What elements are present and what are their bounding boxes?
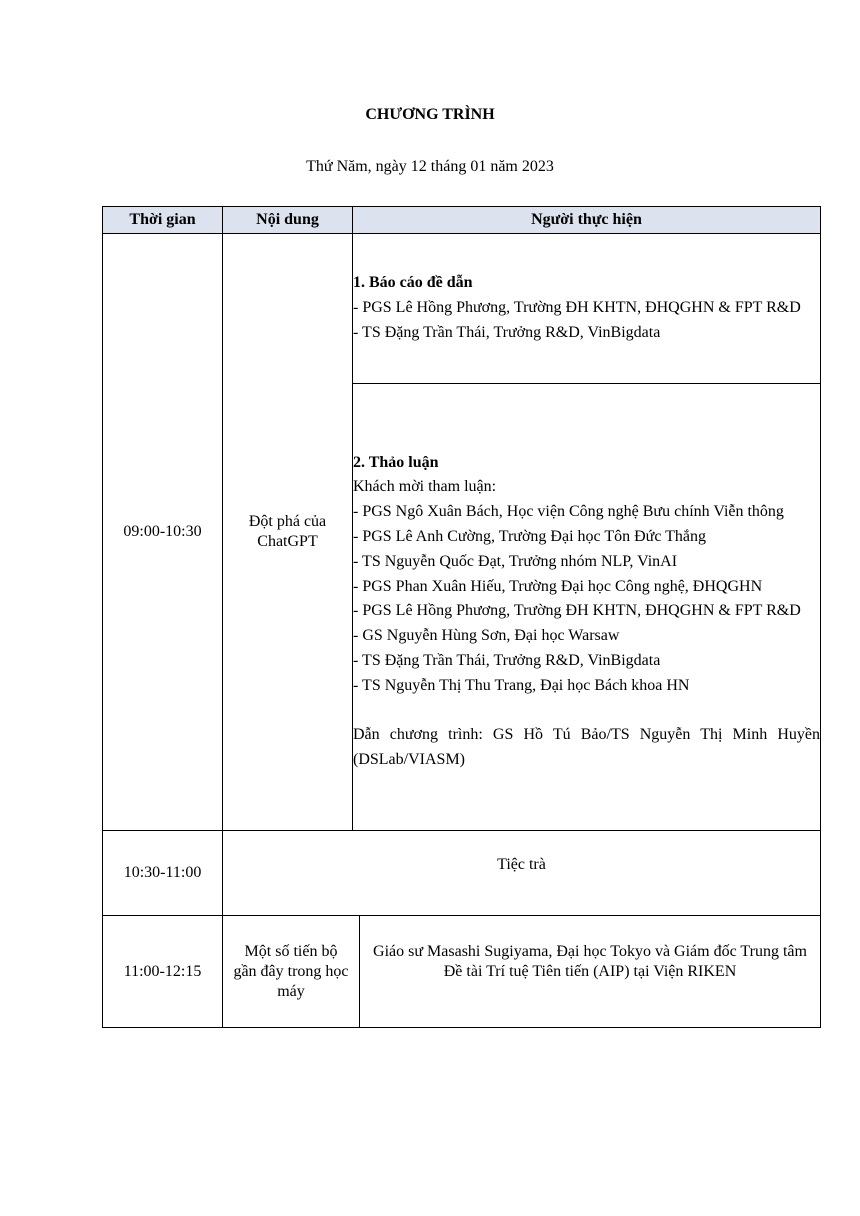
session1-presenters xyxy=(353,234,821,831)
session3-speaker xyxy=(360,916,820,1027)
session1-topic: Đột phá của ChatGPT xyxy=(223,234,353,831)
header-time: Thời gian xyxy=(103,207,223,234)
panelist-line: - TS Đặng Trần Thái, Trưởng R&D, VinBigdata xyxy=(353,651,661,669)
session-row-3 xyxy=(103,916,821,1028)
session1-time: 09:00-10:30 xyxy=(103,234,223,831)
panelist-line: - TS Nguyễn Thị Thu Trang, Đại học Bách khoa HN xyxy=(353,676,690,694)
header-content: Nội dung xyxy=(223,207,353,234)
panelist-line: - PGS Lê Anh Cường, Trường Đại học Tôn Đức Thắng xyxy=(353,527,707,545)
page-title: CHƯƠNG TRÌNH xyxy=(365,106,495,123)
panelist-line: - PGS Ngô Xuân Bách, Học viện Công nghệ Bưu chính Viễn thông xyxy=(353,503,784,521)
panelist-line: - TS Nguyễn Quốc Đạt, Trưởng nhóm NLP, VinAI xyxy=(353,552,678,570)
spacer xyxy=(353,699,820,724)
schedule-table xyxy=(102,206,821,1028)
session1-inner-table xyxy=(353,234,820,830)
keynote-heading: 1. Báo cáo đề dẫn xyxy=(353,274,473,292)
moderator-line: Dẫn chương trình: GS Hồ Tú Bảo/TS Nguyễn Thị Minh Huyền (DSLab/VIASM) xyxy=(353,726,820,769)
header-presenter: Người thực hiện xyxy=(353,207,821,234)
panelist-line: - PGS Lê Hồng Phương, Trường ĐH KHTN, ĐHQGHN & FPT R&D xyxy=(353,602,801,620)
session3-time: 11:00-12:15 xyxy=(103,916,223,1028)
discussion-heading: 2. Thảo luận xyxy=(353,453,439,471)
discussion-intro: Khách mời tham luận: xyxy=(353,478,497,496)
session-row-2 xyxy=(103,831,821,916)
panelist-line: - GS Nguyễn Hùng Sơn, Đại học Warsaw xyxy=(353,627,620,645)
session-row-1 xyxy=(103,234,821,831)
session3-cells xyxy=(223,916,821,1028)
session2-content: Tiệc trà xyxy=(223,831,821,916)
session3-topic xyxy=(223,916,360,1027)
session3-speaker-text: Giáo sư Masashi Sugiyama, Đại học Tokyo và Giám đốc Trung tâm Đề tài Trí tuệ Tiên tiến (AIP) tại Viện RIKEN xyxy=(373,942,807,980)
keynote-block xyxy=(353,234,820,383)
session3-topic-text: Một số tiến bộ gần đây trong học máy xyxy=(233,942,349,1000)
keynote-line: - PGS Lê Hồng Phương, Trường ĐH KHTN, ĐHQGHN & FPT R&D xyxy=(353,298,801,316)
discussion-block xyxy=(353,383,820,830)
page-date: Thứ Năm, ngày 12 tháng 01 năm 2023 xyxy=(306,158,554,175)
session2-time: 10:30-11:00 xyxy=(103,831,223,916)
panelist-line: - PGS Phan Xuân Hiếu, Trường Đại học Công nghệ, ĐHQGHN xyxy=(353,577,763,595)
keynote-line: - TS Đặng Trần Thái, Trưởng R&D, VinBigdata xyxy=(353,323,661,341)
header-row xyxy=(103,207,821,234)
